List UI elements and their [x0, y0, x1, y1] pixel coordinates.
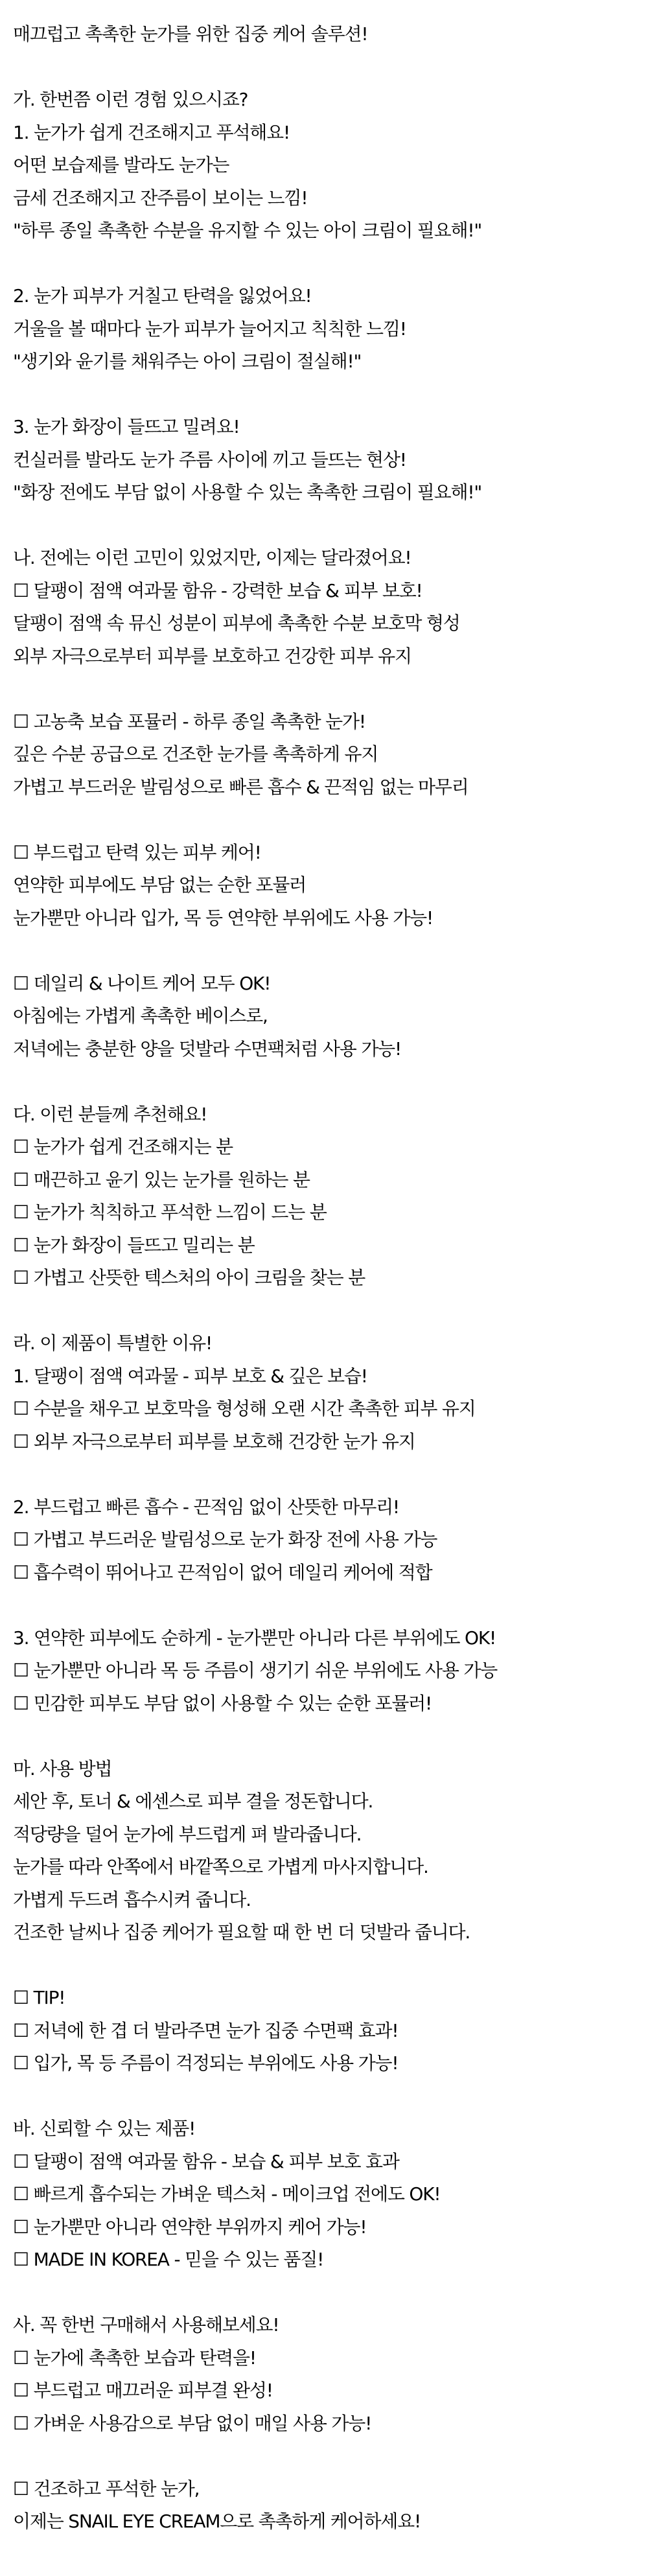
blank-line: [13, 1589, 635, 1622]
text-line: 세안 후, 토너 & 에센스로 피부 결을 정돈합니다.: [13, 1791, 373, 1812]
blank-line: [13, 1949, 635, 1982]
text-line: ☐ 부드럽고 탄력 있는 피부 케어!: [13, 841, 261, 863]
text-line: 달팽이 점액 속 뮤신 성분이 피부에 촉촉한 수분 보호막 형성: [13, 612, 460, 634]
text-line: 눈가뿐만 아니라 입가, 목 등 연약한 부위에도 사용 가능!: [13, 907, 433, 929]
text-line: 2. 부드럽고 빠른 흡수 - 끈적임 없이 산뜻한 마무리!: [13, 1496, 399, 1518]
text-line: ☐ 부드럽고 매끄러운 피부결 완성!: [13, 2380, 273, 2401]
text-line: 가볍고 부드러운 발림성으로 빠른 흡수 & 끈적임 없는 마무리: [13, 776, 469, 798]
text-line: ☐ 눈가뿐만 아니라 목 등 주름이 생기기 쉬운 부위에도 사용 가능: [13, 1660, 498, 1681]
text-line: ☐ TIP!: [13, 1987, 65, 2008]
text-line: ☐ 가벼운 사용감으로 부담 없이 매일 사용 가능!: [13, 2412, 372, 2434]
text-line: 바. 신뢰할 수 있는 제품!: [13, 2118, 196, 2139]
text-line: 라. 이 제품이 특별한 이유!: [13, 1332, 213, 1354]
text-line: ☐ 눈가가 쉽게 건조해지는 분: [13, 1136, 233, 1157]
text-line: 어떤 보습제를 발라도 눈가는: [13, 154, 229, 176]
text-line: 1. 눈가가 쉽게 건조해지고 푸석해요!: [13, 121, 290, 143]
text-line: ☐ MADE IN KOREA - 믿을 수 있는 품질!: [13, 2249, 324, 2270]
text-line: 다. 이런 분들께 추천해요!: [13, 1103, 207, 1125]
text-line: 금세 건조해지고 잔주름이 보이는 느낌!: [13, 187, 308, 209]
text-line: ☐ 고농축 보습 포뮬러 - 하루 종일 촉촉한 눈가!: [13, 710, 365, 732]
blank-line: [13, 51, 635, 84]
text-line: ☐ 가볍고 부드러운 발림성으로 눈가 화장 전에 사용 가능: [13, 1529, 437, 1550]
text-line: 사. 꼭 한번 구매해서 사용해보세요!: [13, 2314, 279, 2336]
text-line: 이제는 SNAIL EYE CREAM으로 촉촉하게 케어하세요!: [13, 2511, 421, 2532]
text-line: 3. 연약한 피부에도 순하게 - 눈가뿐만 아니라 다른 부위에도 OK!: [13, 1627, 496, 1649]
text-line: 연약한 피부에도 부담 없는 순한 포뮬러: [13, 874, 307, 896]
text-line: "생기와 윤기를 채워주는 아이 크림이 절실해!": [13, 351, 362, 372]
text-line: ☐ 가볍고 산뜻한 텍스처의 아이 크림을 찾는 분: [13, 1267, 365, 1288]
text-line: 3. 눈가 화장이 들뜨고 밀려요!: [13, 416, 240, 437]
text-line: ☐ 흡수력이 뛰어나고 끈적임이 없어 데일리 케어에 적합: [13, 1561, 432, 1583]
text-line: 마. 사용 방법: [13, 1758, 112, 1780]
text-line: ☐ 저녁에 한 겹 더 발라주면 눈가 집중 수면팩 효과!: [13, 2019, 399, 2041]
text-line: ☐ 매끈하고 윤기 있는 눈가를 원하는 분: [13, 1168, 310, 1190]
blank-line: [13, 248, 635, 281]
text-line: ☐ 눈가가 칙칙하고 푸석한 느낌이 드는 분: [13, 1201, 327, 1223]
text-line: "하루 종일 촉촉한 수분을 유지할 수 있는 아이 크림이 필요해!": [13, 220, 482, 241]
text-line: 아침에는 가볍게 촉촉한 베이스로,: [13, 1005, 268, 1027]
text-line: ☐ 눈가에 촉촉한 보습과 탄력을!: [13, 2347, 256, 2369]
text-line: ☐ 입가, 목 등 주름이 걱정되는 부위에도 사용 가능!: [13, 2052, 399, 2074]
blank-line: [13, 2440, 635, 2473]
text-line: ☐ 외부 자극으로부터 피부를 보호해 건강한 눈가 유지: [13, 1430, 415, 1452]
blank-line: [13, 934, 635, 968]
text-line: ☐ 데일리 & 나이트 케어 모두 OK!: [13, 972, 271, 994]
text-line: 저녁에는 충분한 양을 덧발라 수면팩처럼 사용 가능!: [13, 1038, 402, 1060]
text-line: 건조한 날씨나 집중 케어가 필요할 때 한 번 더 덧발라 줍니다.: [13, 1921, 470, 1943]
text-line: 거울을 볼 때마다 눈가 피부가 늘어지고 칙칙한 느낌!: [13, 318, 406, 340]
text-line: 2. 눈가 피부가 거칠고 탄력을 잃었어요!: [13, 285, 312, 307]
blank-line: [13, 1458, 635, 1491]
blank-line: [13, 1065, 635, 1098]
blank-line: [13, 673, 635, 706]
text-line: ☐ 달팽이 점액 여과물 함유 - 강력한 보습 & 피부 보호!: [13, 579, 422, 601]
text-line: 깊은 수분 공급으로 건조한 눈가를 촉촉하게 유지: [13, 743, 378, 765]
blank-line: [13, 378, 635, 412]
blank-line: [13, 804, 635, 837]
text-line: ☐ 눈가 화장이 들뜨고 밀리는 분: [13, 1234, 255, 1256]
text-line: ☐ 민감한 피부도 부담 없이 사용할 수 있는 순한 포뮬러!: [13, 1692, 432, 1714]
text-line: ☐ 눈가뿐만 아니라 연약한 부위까지 케어 가능!: [13, 2216, 367, 2238]
blank-line: [13, 1295, 635, 1328]
text-line: 가볍게 두드려 흡수시켜 줍니다.: [13, 1888, 251, 1910]
text-line: 나. 전에는 이런 고민이 있었지만, 이제는 달라졌어요!: [13, 547, 411, 568]
text-line: ☐ 수분을 채우고 보호막을 형성해 오랜 시간 촉촉한 피부 유지: [13, 1398, 476, 1419]
text-line: 눈가를 따라 안쪽에서 바깥쪽으로 가볍게 마사지합니다.: [13, 1856, 428, 1877]
text-line: 가. 한번쯤 이런 경험 있으시죠?: [13, 89, 248, 110]
blank-line: [13, 2080, 635, 2113]
text-line: 컨실러를 발라도 눈가 주름 사이에 끼고 들뜨는 현상!: [13, 448, 406, 470]
text-line: ☐ 달팽이 점액 여과물 함유 - 보습 & 피부 보호 효과: [13, 2150, 399, 2172]
text-line: ☐ 건조하고 푸석한 눈가,: [13, 2477, 200, 2500]
product-description-text: [13, 18, 635, 2538]
text-line: 외부 자극으로부터 피부를 보호하고 건강한 피부 유지: [13, 645, 411, 667]
text-line: 1. 달팽이 점액 여과물 - 피부 보호 & 깊은 보습!: [13, 1365, 367, 1387]
blank-line: [13, 1720, 635, 1753]
blank-line: [13, 509, 635, 542]
blank-line: [13, 2277, 635, 2310]
text-line: ☐ 빠르게 흡수되는 가벼운 텍스처 - 메이크업 전에도 OK!: [13, 2183, 441, 2205]
text-line: 매끄럽고 촉촉한 눈가를 위한 집중 케어 솔루션!: [13, 23, 368, 45]
text-line: 적당량을 덜어 눈가에 부드럽게 펴 발라줍니다.: [13, 1823, 362, 1845]
text-line: "화장 전에도 부담 없이 사용할 수 있는 촉촉한 크림이 필요해!": [13, 482, 482, 503]
